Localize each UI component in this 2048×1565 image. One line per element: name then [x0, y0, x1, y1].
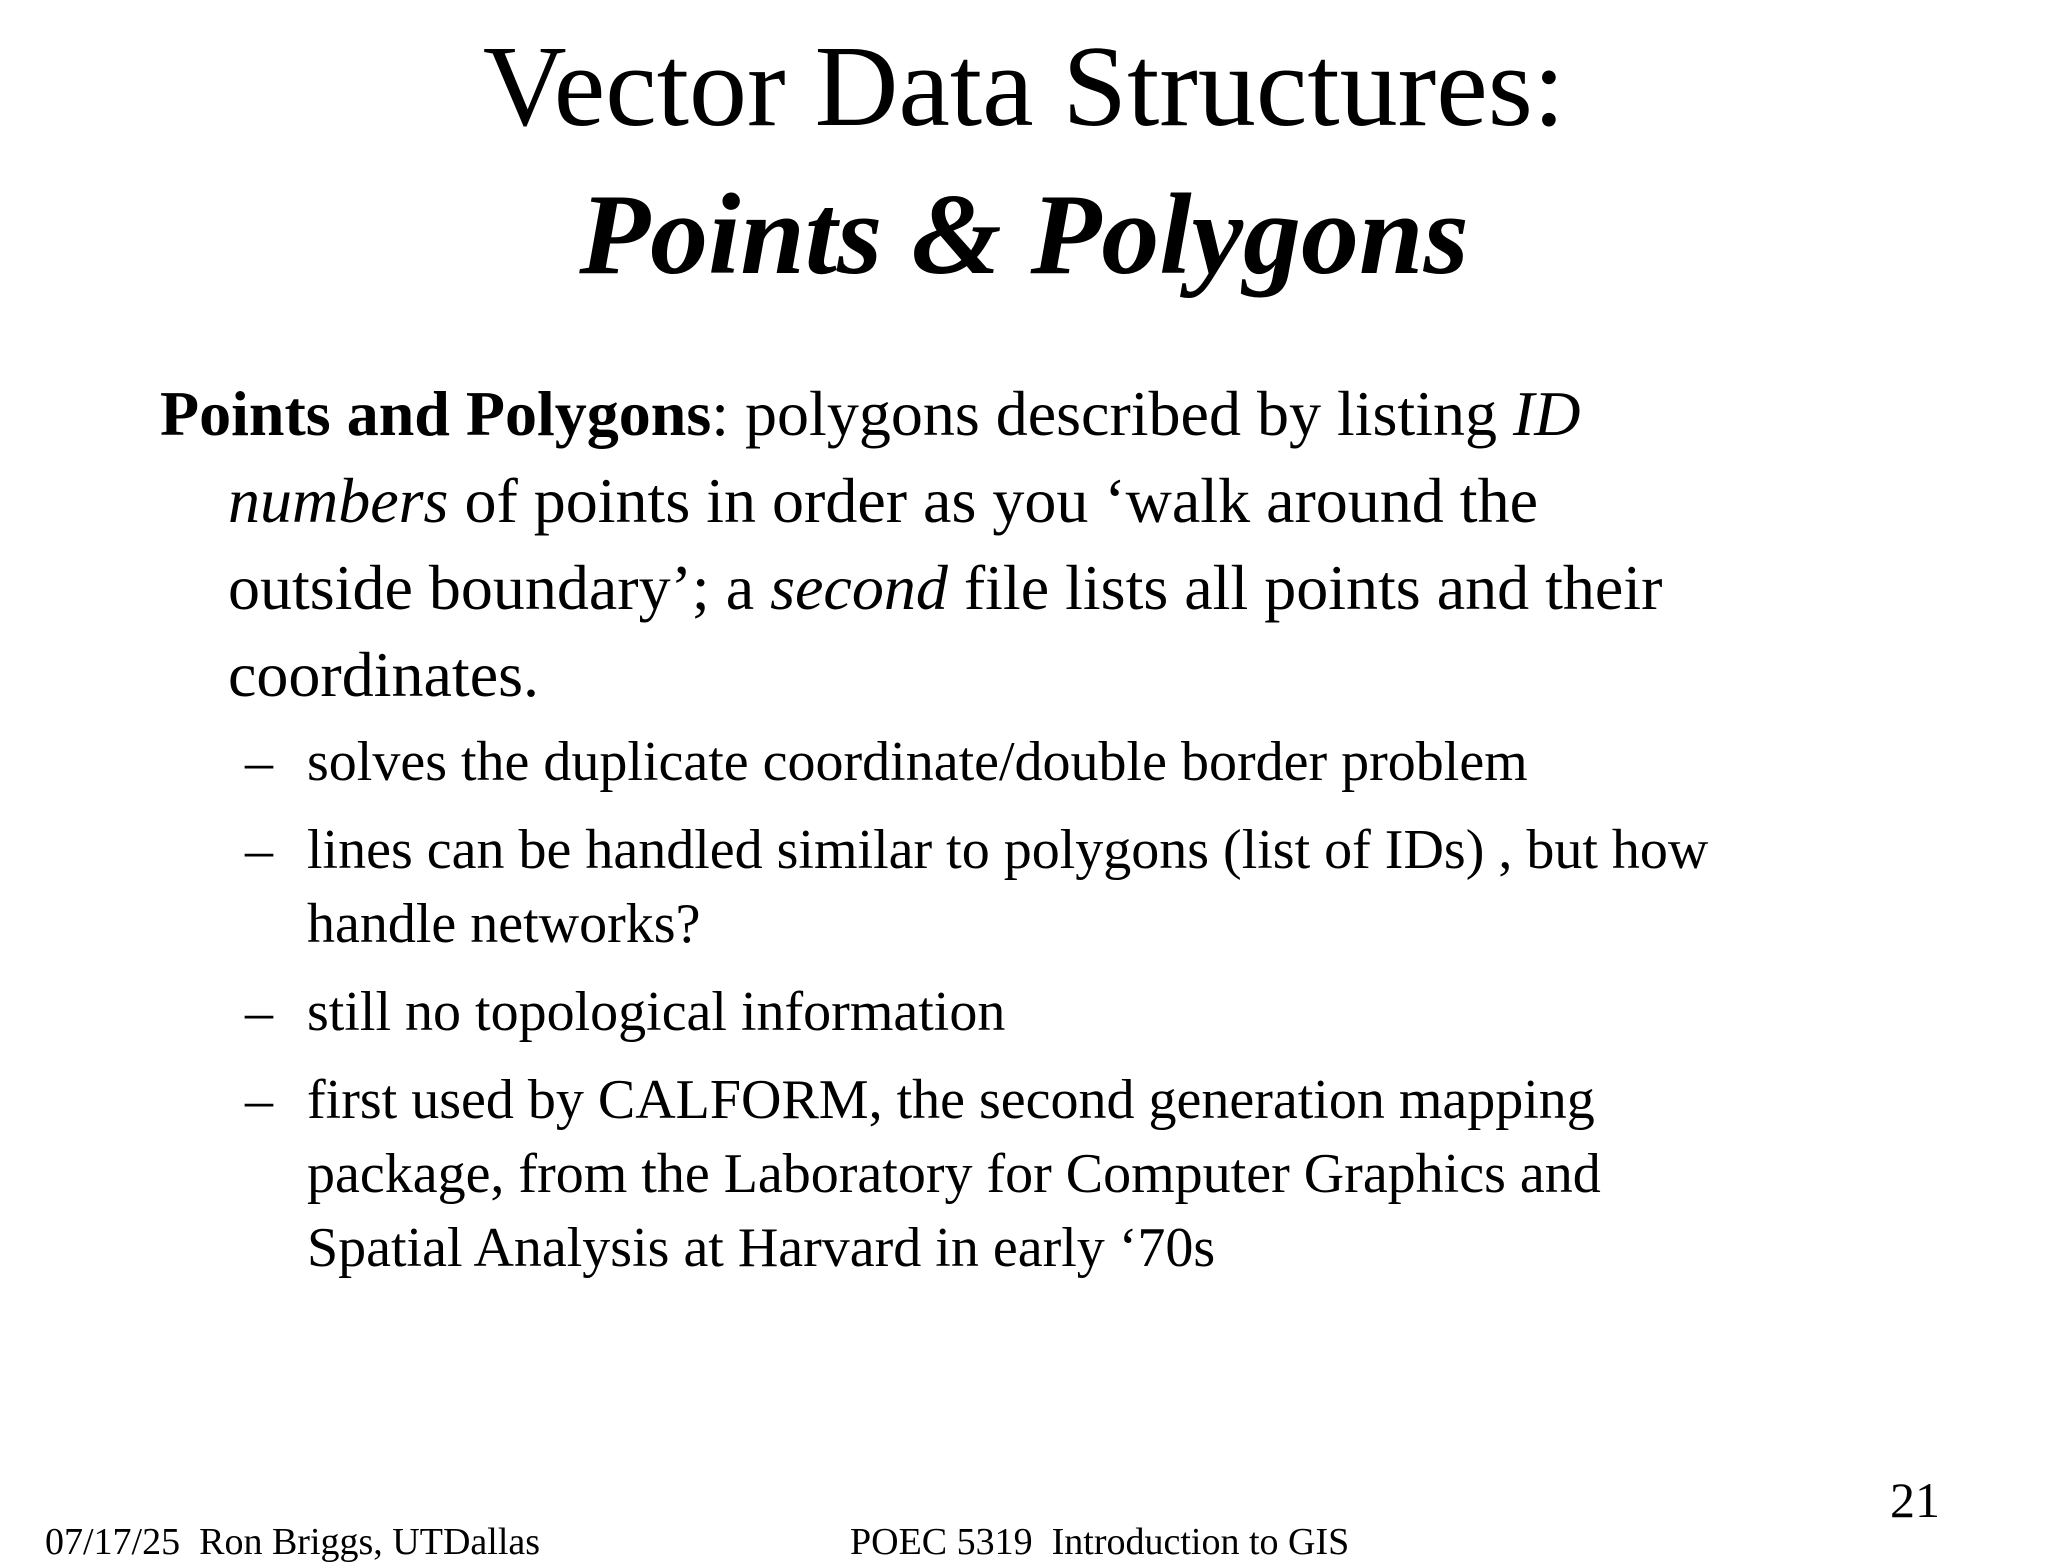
bullet-text-line: first used by CALFORM, the second generation mapping: [307, 1069, 1595, 1131]
bullet-text-line: handle networks?: [307, 893, 701, 955]
bullet-text-line: Spatial Analysis at Harvard in early ‘70s: [307, 1217, 1216, 1279]
dash-bullet-icon: –: [245, 731, 273, 793]
main-paragraph-line-1: [160, 370, 1900, 457]
term-points-and-polygons: Points and Polygons: [160, 378, 712, 449]
main-paragraph-line-3: [160, 544, 1900, 631]
bullet-item: [245, 975, 1925, 1049]
italic-id: ID: [1512, 378, 1581, 449]
footer-course: POEC 5319 Introduction to GIS: [850, 1521, 1350, 1563]
dash-bullet-icon: –: [245, 981, 273, 1043]
dash-bullet-icon: –: [245, 819, 273, 881]
main-paragraph-text: outside boundary’; a: [228, 552, 771, 623]
bullet-text-line: lines can be handled similar to polygons (list of IDs) , but how: [307, 819, 1709, 881]
italic-second: second: [770, 552, 948, 623]
bullet-text-line: still no topological information: [307, 981, 1006, 1043]
main-paragraph-line-2: [160, 457, 1900, 544]
main-paragraph-text: of points in order as you ‘walk around the: [448, 465, 1538, 536]
main-paragraph-line-4: coordinates.: [228, 639, 539, 710]
dash-bullet-icon: –: [245, 1069, 273, 1131]
italic-numbers: numbers: [228, 465, 449, 536]
bullet-item: [245, 813, 1925, 961]
slide-title: Vector Data Structures:: [482, 23, 1566, 151]
bullet-text-line: package, from the Laboratory for Computer Graphics and: [307, 1143, 1601, 1205]
bullet-list: [245, 725, 1925, 1299]
main-paragraph: [160, 370, 1900, 718]
bullet-text-line: solves the duplicate coordinate/double border problem: [307, 731, 1528, 793]
slide-subtitle: Points & Polygons: [579, 171, 1469, 299]
bullet-item: [245, 725, 1925, 799]
main-paragraph-text: : polygons described by listing: [711, 378, 1513, 449]
page-number: 21: [1890, 1472, 1940, 1528]
bullet-item: [245, 1063, 1925, 1285]
footer-date-author: 07/17/25 Ron Briggs, UTDallas: [45, 1521, 541, 1563]
main-paragraph-text: file lists all points and their: [947, 552, 1663, 623]
